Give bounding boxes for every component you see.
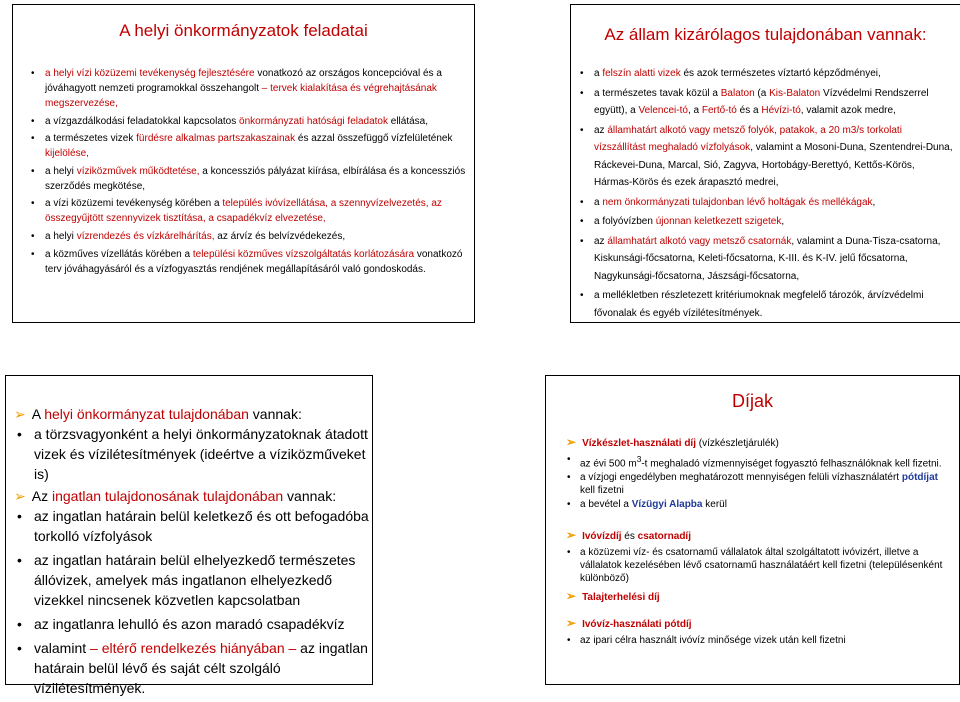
text-run: az évi 500 m (580, 458, 637, 470)
text-run: a (594, 196, 603, 208)
text-run: Vízügyi Alapba (631, 499, 703, 511)
text-run: az (594, 124, 608, 136)
text-run: és azok természetes víztartó képződményei, (680, 68, 881, 79)
list-item (29, 229, 469, 244)
list-item (578, 213, 953, 231)
text-run: a helyi (45, 230, 77, 242)
group-list (14, 506, 369, 698)
arrow-bullet-icon: ➢ (566, 616, 577, 630)
list-item (566, 471, 951, 497)
text-run: felszín alatti vizek (602, 68, 681, 79)
text-run: ingatlan tulajdonosának tulajdonában (51, 488, 284, 504)
text-run: az ipari célra használt ivóvíz minősége vizek után kell fizetni (580, 635, 846, 646)
text-run: – eltérő rendelkezés hiányában – (90, 640, 297, 656)
list-item (566, 498, 951, 511)
slide-state-property (570, 4, 960, 323)
list-item (566, 634, 951, 647)
list-item (578, 85, 953, 120)
text-run: vannak: (283, 488, 337, 504)
text-run: -t meghaladó vízmennyiséget fogyasztó felhasználóknak kell fizetni. (641, 458, 942, 470)
text-run: (a (754, 87, 770, 99)
text-run: Fertő-tó (701, 105, 737, 116)
text-run: vízrendezés és vízkárelhárítás, (76, 230, 215, 242)
text-run: , (781, 216, 785, 227)
text-run: A (31, 406, 45, 422)
arrow-bullet-icon: ➢ (566, 589, 577, 603)
list-item (578, 194, 953, 212)
text-run: a helyi vízi közüzemi tevékenység fejlesztésére (45, 68, 255, 79)
text-run: , (872, 196, 876, 208)
text-run: a közműves vízellátás körében a (45, 248, 193, 260)
group-list (566, 453, 951, 511)
list-item (14, 550, 369, 610)
text-run: a vízjogi engedélyben meghatározott mennyiségen felüli vízhasználatért (580, 472, 902, 484)
arrow-bullet-icon: ➢ (566, 435, 577, 449)
text-run: újonnan keletkezett szigetek (655, 216, 782, 227)
fee-group-drinking-water-sewage (566, 529, 951, 586)
slide-title: A helyi önkormányzatok feladatai (119, 21, 368, 40)
fee-group-drinking-water-surcharge (566, 617, 951, 648)
list-item (29, 164, 469, 194)
text-run: , a (687, 105, 702, 116)
text-run: kerül (702, 499, 727, 511)
list-item (29, 114, 469, 129)
slide-fees (545, 375, 960, 685)
fee-group-water-resource (566, 436, 951, 512)
list-item (14, 614, 369, 634)
list-item (14, 506, 369, 546)
text-run: fürdésre alkalmas partszakaszainak (136, 133, 296, 145)
text-run: a folyóvízben (594, 216, 656, 227)
text-run: Kis-Balaton (769, 87, 821, 99)
list-item (566, 453, 951, 470)
slide-local-government-tasks (12, 4, 475, 323)
text-run: Az (31, 488, 52, 504)
text-run: az (594, 235, 608, 247)
text-run: önkormányzati hatósági feladatok (239, 115, 388, 127)
text-run: Ivóvíz-használati pótdíj (582, 619, 692, 630)
text-run: – tervek kialakítása és végrehajtásának megszervezése, (45, 83, 437, 109)
text-run: , valamit azok medre, (800, 105, 896, 116)
text-run: pótdíjat (901, 472, 938, 484)
text-run: és azzal összefüggő vízfelületének (295, 133, 453, 145)
fee-group-soil-load (566, 590, 951, 607)
text-run: települési közműves vízszolgáltatás korlátozására (192, 248, 415, 260)
text-run: a mellékletben részletezett kritériumoknak megfelelő tározók, árvízvédelmi fővonalak és egyéb vízilétesítmények. (594, 290, 924, 319)
list-item (14, 424, 369, 484)
text-run: vannak: (248, 406, 302, 422)
slide-title: Az állam kizárólagos tulajdonában vannak: (604, 25, 927, 44)
text-run: a bevétel a (580, 499, 632, 511)
list-item (578, 287, 953, 322)
list-item (29, 131, 469, 161)
text-run: Hévízi-tó (761, 105, 801, 116)
list-item (578, 65, 953, 83)
text-run: államhatárt alkotó vagy metsző csatornák (607, 235, 792, 247)
text-run: az ingatlan határain belül elhelyezkedő természetes állóvizek, amelyek más ingatlanon elhelyezkedő vizekkel nincsenek közvetlen kapcsolatban (34, 552, 356, 608)
group-list (566, 546, 951, 585)
list-item (578, 233, 953, 286)
text-run: a (594, 68, 603, 79)
arrow-bullet-icon: ➢ (14, 488, 26, 504)
list-item (29, 66, 469, 111)
text-run: vonatkozó terv jóváhagyásáról és a vízfogyasztás rendjének megállapításáról való gondoskodás. (45, 248, 463, 275)
text-run: Vízkészlet-használati díj (582, 438, 696, 449)
text-run: a vízi közüzemi tevékenység körében a (45, 198, 223, 210)
group-list (14, 424, 369, 484)
state-property-list (578, 65, 953, 324)
text-run: Velencei-tó (638, 105, 688, 116)
group-header (566, 590, 951, 604)
text-run: település ivóvízellátása, a szennyvízelvezetés, az összegyűjtött szennyvizek tisztítása, a csapadékvíz elvezetése, (45, 198, 442, 225)
text-run: az ingatlanra lehulló és azon maradó csapadékvíz (34, 616, 345, 632)
slide-title: Díjak (731, 391, 773, 411)
text-run: a természetes tavak közül a (594, 87, 721, 99)
text-run: az ingatlan határain belül lévő és saját célt szolgáló vízilétesítmények. (34, 640, 368, 696)
group-header (566, 436, 951, 450)
text-run: a törzsvagyonként a helyi önkormányzatoknak átadott vizek és vízilétesítmények (ideértve a víziközműveket is) (34, 426, 368, 482)
landowner-ownership-group (14, 486, 369, 702)
text-run: , valamint a Mosoni-Duna, Szentendrei-Duna, Ráckevei-Duna, Marcal, Sió, Zagyva, Hortobágy-Berettyó, Kettős-Körös, Hármas-Körös és ezek árapasztó medrei, (594, 142, 953, 188)
text-run: csatornadíj (637, 531, 691, 542)
text-run: , valamint a Duna-Tisza-csatorna, Kiskunsági-főcsatorna, Keleti-főcsatorna, K-III. és K-IV. jelű főcsatorna, Nagykunsági-főcsatorna, Jászsági-főcsatorna, (594, 235, 941, 282)
text-run: a koncessziós pályázat kiírása, elbírálása és a koncessziós szerződés megkötése, (45, 165, 466, 192)
text-run: ellátása, (388, 115, 429, 127)
text-run: Talajterhelési díj (582, 592, 660, 603)
list-item (566, 546, 951, 585)
text-run: az árvíz és belvízvédekezés, (214, 230, 346, 242)
text-run: valamint (34, 640, 91, 656)
text-run: helyi önkormányzat tulajdonában (44, 406, 249, 422)
group-header (14, 404, 369, 424)
text-run: a helyi (45, 165, 77, 177)
list-item (29, 247, 469, 277)
text-run: kell fizetni (580, 485, 624, 497)
text-run: víziközművek működtetése, (76, 165, 200, 177)
local-government-ownership-group (14, 404, 369, 488)
text-run: Balaton (720, 87, 755, 99)
text-run: az ingatlan határain belül keletkező és ott befogadóba torkolló vízfolyások (34, 508, 369, 544)
list-item (578, 122, 953, 192)
text-run: és (621, 531, 638, 542)
slide-ownership (5, 375, 373, 696)
text-run: vonatkozó az országos koncepcióval és a jóváhagyott nemzeti programokkal összehangolt (45, 68, 442, 94)
list-item (14, 638, 369, 698)
text-run: a természetes vizek (45, 133, 137, 145)
group-header (566, 617, 951, 631)
task-list (29, 66, 469, 279)
group-list (566, 634, 951, 647)
group-header (14, 486, 369, 506)
group-header (566, 529, 951, 543)
list-item (29, 196, 469, 226)
text-run: (vízkészletjárulék) (696, 438, 779, 449)
text-run: Vízvédelmi Rendszerrel együtt), a (594, 87, 929, 116)
text-run: államhatárt alkotó vagy metsző folyók, patakok, a 20 m3/s torkolati vízszállítást meghaladó vízfolyások (594, 124, 902, 153)
text-run: a közüzemi víz- és csatornamű vállalatok által szolgáltatott ivóvizért, illetve a vállalatok kezelésében lévő csatornamű használatáért kell fizetni (településenként különböző) (580, 547, 943, 584)
arrow-bullet-icon: ➢ (14, 406, 26, 422)
arrow-bullet-icon: ➢ (566, 528, 577, 542)
text-run: kijelölése, (45, 148, 89, 160)
text-run: Ivóvízdíj (582, 531, 622, 542)
text-run: és a (736, 105, 762, 116)
text-run: nem önkormányzati tulajdonban lévő holtágak és mellékágak (602, 196, 873, 208)
text-run: a vízgazdálkodási feladatokkal kapcsolatos (45, 115, 240, 127)
text-run: 3 (636, 454, 642, 464)
